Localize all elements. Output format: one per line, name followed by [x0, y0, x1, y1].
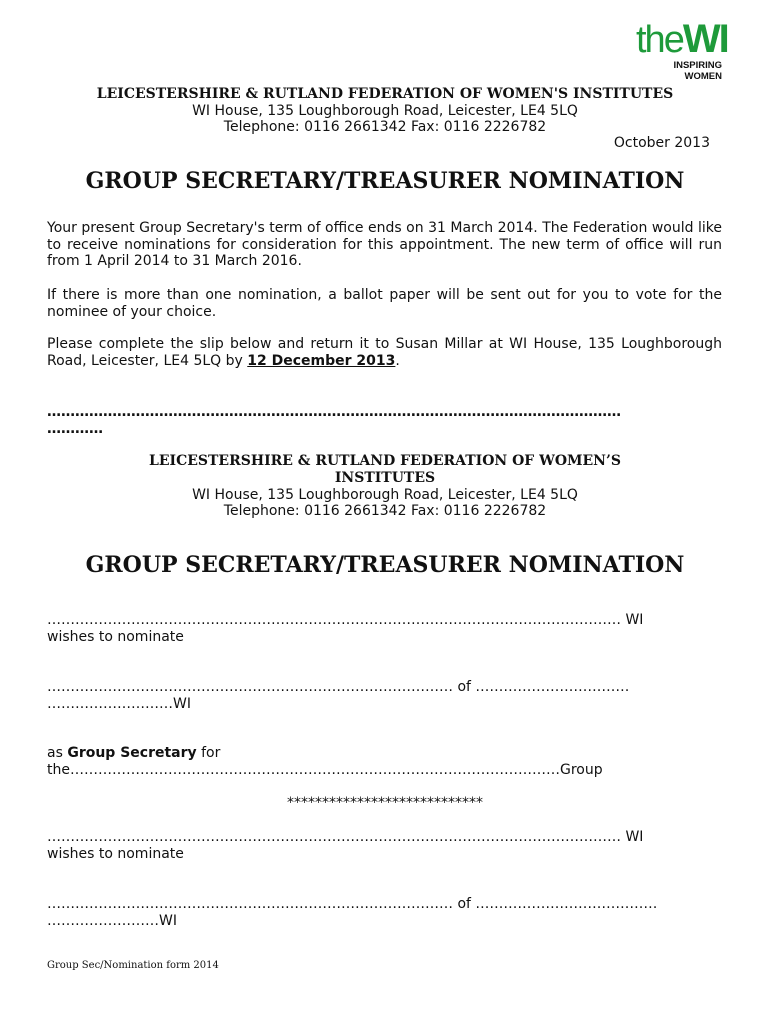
header-phone: Telephone: 0116 2661342 Fax: 0116 2226782 — [223, 119, 547, 135]
paragraph-return — [47, 336, 722, 369]
wi-name-field-2[interactable]: …………………………………………………………………………………………………………… WI — [47, 829, 644, 845]
cut-line-end: ………… — [47, 421, 103, 437]
paragraph-term: Your present Group Secretary's term of office ends on 31 March 2014. The Federation would like to receive nominations for consideration for this appointment. The new term of office will run from 1 April 2014 to 31 March 2016. — [47, 220, 722, 269]
as-suffix: for — [196, 745, 221, 761]
nominee-field-2[interactable]: …………………………………………………………………………… of ………………………………… — [47, 896, 658, 912]
paragraph-ballot: If there is more than one nomination, a ballot paper will be sent out for you to vote for the nominee of your choice. — [47, 287, 722, 320]
slip-org-text-1: LEICESTERSHIRE & RUTLAND FEDERATION OF WOMEN’S — [149, 453, 621, 469]
header-org — [0, 86, 770, 103]
nominee-wi-field-2[interactable]: ……………………WI — [47, 913, 177, 929]
cut-line: …………………………………………………………………………………………………………… — [47, 404, 621, 420]
wi-name-field-1[interactable]: …………………………………………………………………………………………………………… WI — [47, 612, 644, 628]
deadline-date: 12 December 2013 — [247, 352, 396, 369]
logo-tagline: INSPIRING WOMEN — [673, 60, 722, 82]
role-statement — [47, 745, 722, 762]
role-name: Group Secretary — [67, 745, 197, 761]
slip-org-text-2: INSTITUTES — [334, 470, 436, 486]
as-prefix: as — [47, 745, 68, 761]
separator: **************************** — [287, 795, 483, 811]
slip-header-org-1 — [0, 453, 770, 470]
footer: Group Sec/Nomination form 2014 — [47, 960, 219, 971]
header-org-text: LEICESTERSHIRE & RUTLAND FEDERATION OF WOMEN'S INSTITUTES — [96, 86, 674, 102]
wishes-label-1: wishes to nominate — [47, 629, 184, 645]
logo-wi: WI — [682, 17, 728, 61]
return-text-end: . — [395, 352, 400, 369]
header-address: WI House, 135 Loughborough Road, Leicester, LE4 5LQ — [192, 103, 578, 119]
slip-header-address: WI House, 135 Loughborough Road, Leicester, LE4 5LQ — [192, 487, 578, 503]
slip-title: GROUP SECRETARY/TREASURER NOMINATION — [85, 552, 685, 578]
nominee-wi-field-1[interactable]: ………………………WI — [47, 696, 191, 712]
slip-header-org-2 — [0, 470, 770, 487]
logo-the: the — [636, 19, 683, 61]
page-title: GROUP SECRETARY/TREASURER NOMINATION — [85, 168, 685, 194]
letter-date: October 2013 — [613, 135, 710, 151]
nominee-field-1[interactable]: …………………………………………………………………………… of …………………………… — [47, 679, 630, 695]
return-text: Please complete the slip below and return it to Susan Millar at WI House, 135 Loughborough Road, Leicester, LE4 5LQ by — [47, 336, 722, 369]
wi-logo — [636, 17, 728, 82]
group-field[interactable]: the……………………………………………………………………………………………Group — [47, 762, 603, 778]
slip-header-phone: Telephone: 0116 2661342 Fax: 0116 2226782 — [223, 503, 547, 519]
wishes-label-2: wishes to nominate — [47, 846, 184, 862]
